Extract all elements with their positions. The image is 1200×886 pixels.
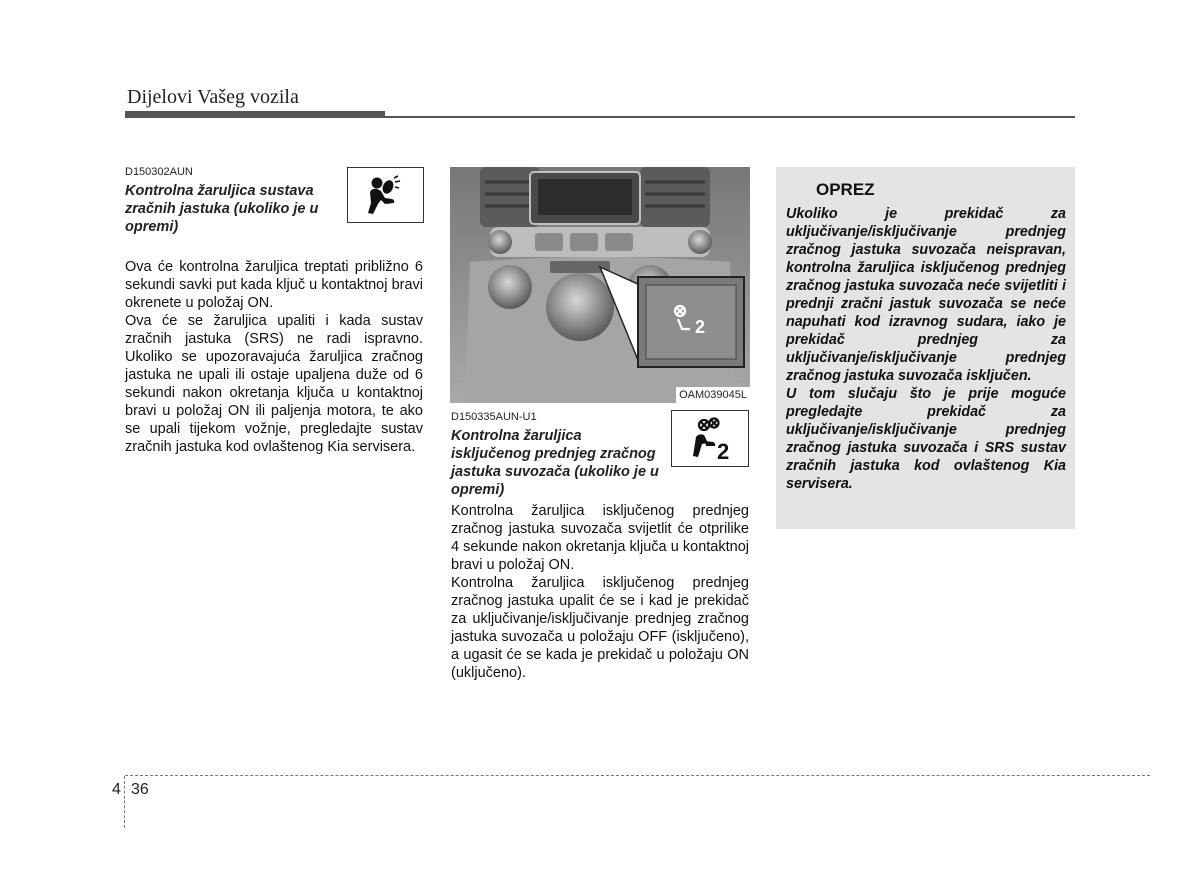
paragraph: Ukoliko je prekidač za uključivanje/isključivanje prednjeg zračnog jastuka suvozača neispravan, kontrolna žaruljica isključenog prednjeg zračnog jastuka suvozača neće svijetliti i prednji zračni jastuk suvozača se neće napuhati kod izravnog sudara, iako je prekidač prednjeg za uključivanje/isključivanje prednjeg zračnog jastuka suvozača isključen.: [786, 206, 1066, 384]
paragraph: Ova će se žaruljica upaliti i kada sustav zračnih jastuka (SRS) ne radi ispravno. Ukoliko se upozoravajuća žaruljica zračnog jastuka ne upali ili ostaje upaljena duže od 6 sekundi nakon okretanja ključa u kontaktnoj bravi u položaj ON ili paljenja motora, te ako se upali tijekom vožnje, pregledajte sustav zračnih jastuka kod ovlaštenog Kia servisera.: [125, 313, 423, 455]
section-code: D150335AUN-U1: [451, 411, 537, 423]
footer-rule: [125, 775, 1150, 776]
section-code: D150302AUN: [125, 166, 193, 178]
section-heading: Kontrolna žaruljica sustava zračnih jastuka (ukoliko je u opremi): [125, 183, 319, 235]
figure-caption: OAM039045L: [676, 387, 750, 403]
chapter-number: 4: [112, 781, 121, 798]
header-rule: [125, 116, 1075, 118]
paragraph: Kontrolna žaruljica isključenog prednjeg zračnog jastuka suvozača svijetlit će otprilike 4 sekunde nakon okretanja ključa u kontaktnoj bravi u položaj ON.: [451, 503, 749, 573]
page-number: 36: [131, 781, 149, 798]
paragraph: U tom slučaju što je prije moguće pregledajte prekidač za uključivanje/isključivanje prednjeg zračnog jastuka suvozača i SRS sustav zračnih jastuka kod ovlaštenog Kia servisera.: [786, 386, 1066, 492]
page-header-title: Dijelovi Vašeg vozila: [127, 86, 299, 108]
caution-title: OPREZ: [816, 180, 875, 199]
svg-text:2: 2: [717, 439, 730, 464]
paragraph: Kontrolna žaruljica isključenog prednjeg zračnog jastuka upalit će se i kad je prekidač za uključivanje/isključivanje prednjeg zračnog jastuka suvozača u položaju OFF (isključeno), a ugasit će se kada je prekidač u položaju ON (uključeno).: [451, 575, 749, 681]
svg-text:2: 2: [695, 317, 706, 337]
footer-divider: [124, 776, 125, 828]
caution-box: [776, 167, 1075, 529]
airbag-warning-icon: [347, 167, 424, 223]
section-body: [125, 258, 423, 456]
passenger-airbag-off-icon: [671, 410, 749, 467]
section-body: [451, 502, 749, 682]
caution-text: [786, 205, 1066, 493]
paragraph: Ova će kontrolna žaruljica treptati približno 6 sekundi savki put kada ključ u kontaktnoj bravi okrenete u položaj ON.: [125, 259, 423, 311]
dashboard-photo: [450, 167, 750, 403]
section-heading: Kontrolna žaruljica isključenog prednjeg zračnog jastuka suvozača (ukoliko je u opremi): [451, 428, 659, 498]
